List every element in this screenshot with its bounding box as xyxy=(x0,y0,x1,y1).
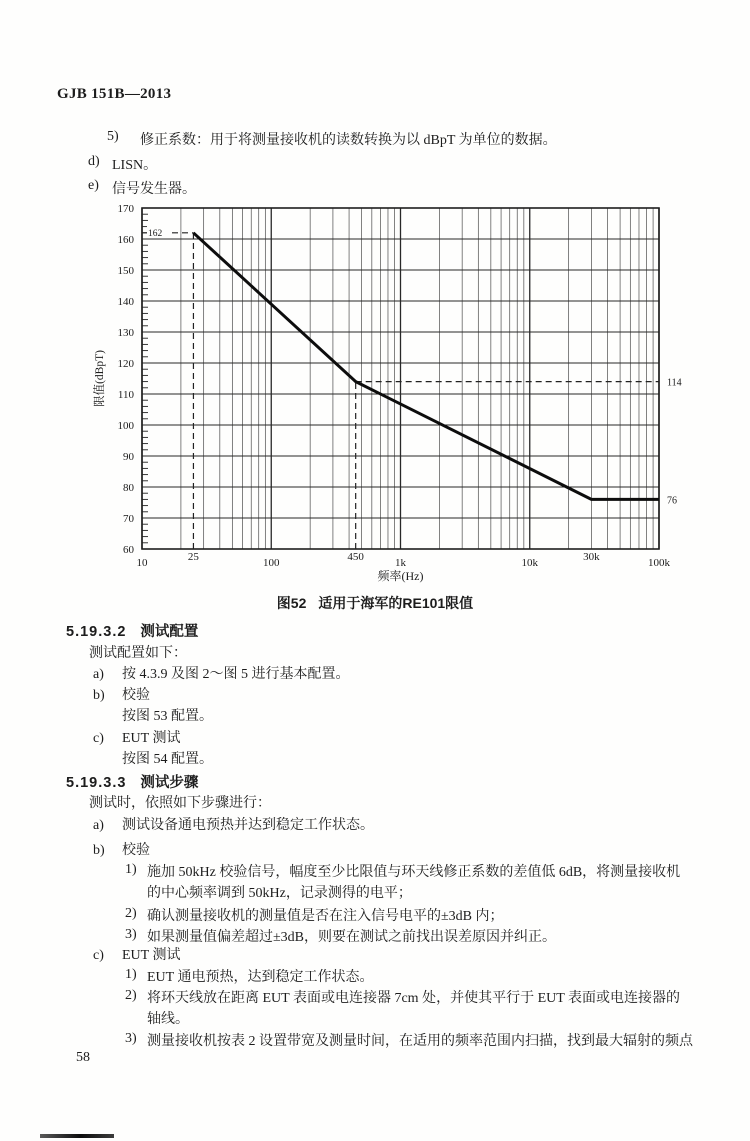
config-item-c-sub: 按图 54 配置。 xyxy=(122,752,213,767)
list-item-label: e) xyxy=(88,178,99,193)
config-intro: 测试配置如下： xyxy=(89,646,187,661)
step-text xyxy=(147,906,504,927)
item-label: b) xyxy=(93,688,105,703)
x-axis-title: 频率(Hz) xyxy=(377,569,424,583)
list-item-d xyxy=(88,154,157,174)
config-item-a xyxy=(93,664,350,685)
y-tick-label: 110 xyxy=(117,389,134,401)
item-text: 按 4.3.9 及图 2～图 5 进行基本配置。 xyxy=(122,667,350,682)
step-line: 轴线。 xyxy=(147,1012,189,1027)
item-text: 测试设备通电预热并达到稳定工作状态。 xyxy=(122,818,374,833)
y-tick-label: 150 xyxy=(117,265,134,277)
step-line: 施加 50kHz 校验信号，幅度至少比限值与环天线修正系数的差值低 6dB，将测量接收机 xyxy=(147,865,681,880)
step-line: EUT 通电预热，达到稳定工作状态。 xyxy=(147,970,374,985)
y-tick-label: 80 xyxy=(123,482,134,494)
doc-number: GJB 151B—2013 xyxy=(57,86,172,102)
item-label: a) xyxy=(93,667,104,682)
step-label: 3) xyxy=(125,1031,137,1046)
x-tick-label: 1k xyxy=(395,557,406,569)
list-item-text: 信号发生器。 xyxy=(112,182,196,197)
x-tick-label: 100 xyxy=(263,557,280,569)
item-label: b) xyxy=(93,843,105,858)
x-tick-label: 450 xyxy=(347,551,364,563)
steps-item-b xyxy=(93,840,150,861)
step-b3 xyxy=(125,927,556,948)
list-item-5 xyxy=(107,129,557,149)
limit-line xyxy=(193,233,659,500)
steps-intro: 测试时，依照如下步骤进行： xyxy=(89,796,271,811)
step-line: 测量接收机按表 2 设置带宽及测量时间，在适用的频率范围内扫描，找到最大辐射的频点 xyxy=(147,1034,693,1049)
x-tick-label: 30k xyxy=(583,551,600,563)
figure-caption xyxy=(0,593,750,613)
y-tick-label: 130 xyxy=(117,327,134,339)
list-item-label: 5) xyxy=(107,129,119,144)
section-title: 测试配置 xyxy=(140,624,199,640)
step-line: 将环天线放在距离 EUT 表面或电连接器 7cm 处，并使其平行于 EUT 表面或电连接器的 xyxy=(147,991,681,1006)
step-text xyxy=(147,862,680,904)
steps-item-c xyxy=(93,945,180,966)
step-c2 xyxy=(125,988,680,1030)
re101-limit-chart xyxy=(84,196,740,592)
item-text: 校验 xyxy=(122,843,150,858)
step-text xyxy=(147,967,373,988)
list-item-text: LISN。 xyxy=(112,158,158,173)
breakpoint-label: 114 xyxy=(667,377,682,389)
y-tick-label: 140 xyxy=(117,296,134,308)
breakpoint-label: 162 xyxy=(148,228,163,239)
step-text xyxy=(147,1031,693,1052)
step-line: 如果测量值偏差超过±3dB，则要在测试之前找出误差原因并纠正。 xyxy=(147,930,557,945)
item-text: EUT 测试 xyxy=(122,948,181,963)
item-text: 校验 xyxy=(122,688,150,703)
y-tick-label: 90 xyxy=(123,451,134,463)
item-label: c) xyxy=(93,731,104,746)
step-label: 1) xyxy=(125,967,137,982)
list-item-text: 修正系数：用于将测量接收机的读数转换为以 dBpT 为单位的数据。 xyxy=(140,133,557,148)
x-tick-label: 100k xyxy=(648,557,670,569)
step-label: 2) xyxy=(125,988,137,1003)
config-item-b-sub: 按图 53 配置。 xyxy=(122,709,213,724)
list-item-label: d) xyxy=(88,154,100,169)
y-axis-title: 限值(dBpT) xyxy=(94,350,106,407)
y-tick-label: 70 xyxy=(123,513,134,525)
item-text: EUT 测试 xyxy=(122,731,181,746)
y-tick-label: 160 xyxy=(117,234,134,246)
y-tick-label: 120 xyxy=(117,358,134,370)
section-number: 5.19.3.2 xyxy=(66,624,127,640)
step-label: 3) xyxy=(125,927,137,942)
step-b1 xyxy=(125,862,680,904)
y-tick-label: 60 xyxy=(123,544,134,556)
section-number: 5.19.3.3 xyxy=(66,775,127,791)
y-tick-label: 100 xyxy=(117,420,134,432)
step-c3 xyxy=(125,1031,693,1052)
section-heading-steps xyxy=(66,771,198,792)
step-label: 2) xyxy=(125,906,137,921)
y-tick-label: 170 xyxy=(117,203,134,215)
step-line: 确认测量接收机的测量值是否在注入信号电平的±3dB 内； xyxy=(147,909,504,924)
page-number: 58 xyxy=(76,1050,90,1065)
figure-number: 图52 xyxy=(276,595,307,611)
x-tick-label: 25 xyxy=(187,551,199,563)
step-text xyxy=(147,988,680,1030)
step-line: 的中心频率调到 50kHz，记录测得的电平； xyxy=(147,886,412,901)
list-item-e xyxy=(88,178,196,198)
scan-artifact-bar xyxy=(40,1134,114,1138)
x-tick-label: 10 xyxy=(136,557,148,569)
section-title: 测试步骤 xyxy=(140,775,199,791)
config-item-b xyxy=(93,685,150,706)
step-label: 1) xyxy=(125,862,137,877)
step-b2 xyxy=(125,906,504,927)
x-tick-label: 10k xyxy=(521,557,538,569)
figure-title: 适用于海军的RE101限值 xyxy=(318,595,474,611)
steps-item-a xyxy=(93,815,374,836)
breakpoint-label: 76 xyxy=(667,495,677,507)
step-text xyxy=(147,927,556,948)
step-c1 xyxy=(125,967,373,988)
section-heading-config xyxy=(66,620,198,641)
config-item-c xyxy=(93,728,180,749)
item-label: a) xyxy=(93,818,104,833)
item-label: c) xyxy=(93,948,104,963)
